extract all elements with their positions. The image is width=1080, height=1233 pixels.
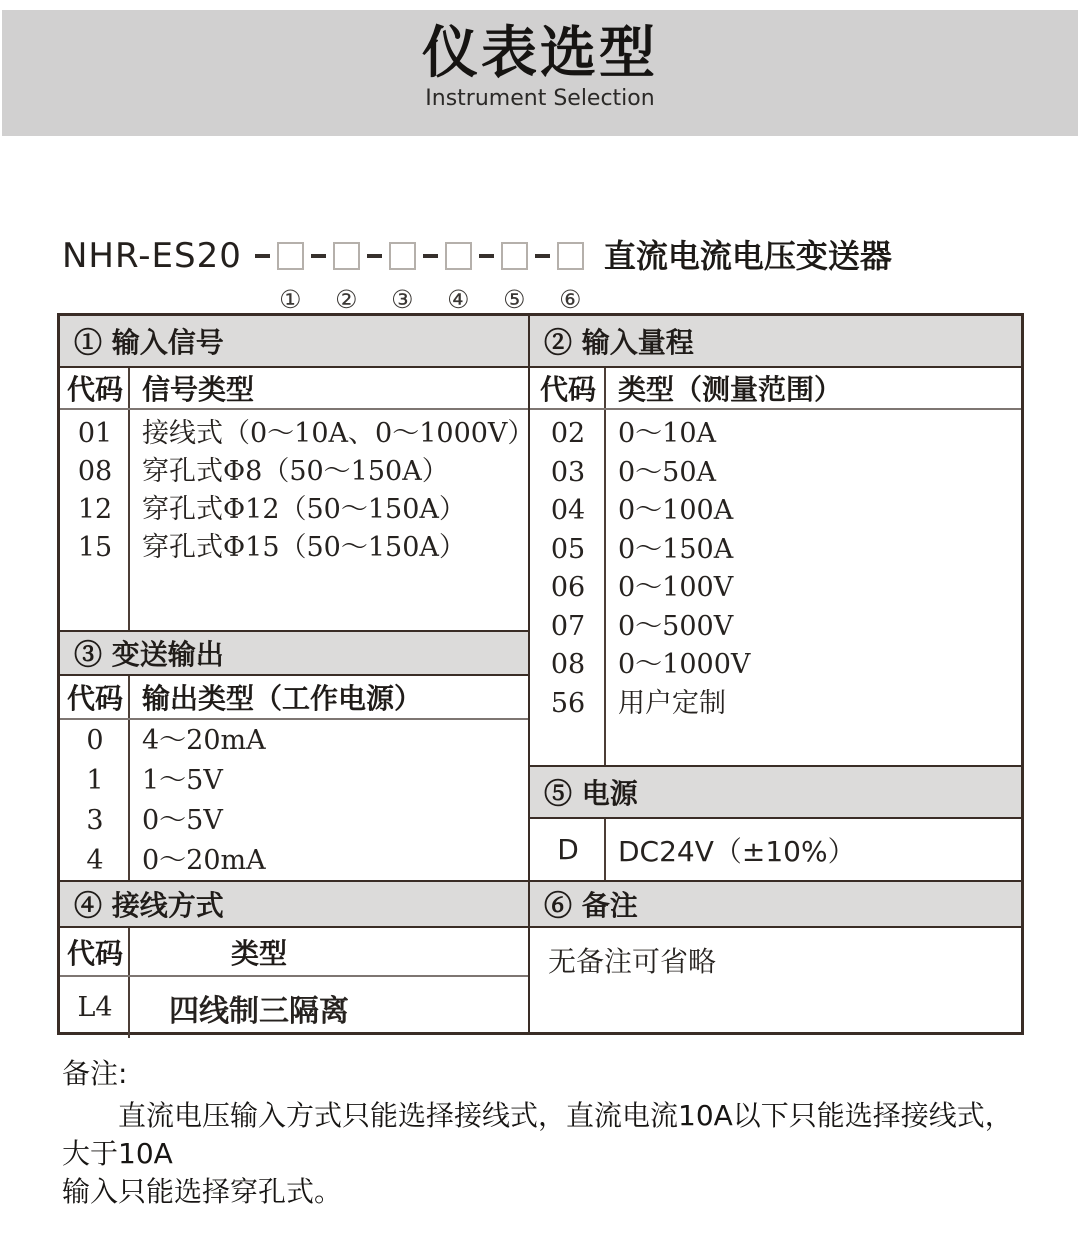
footnote-text-line: 输入只能选择穿孔式。 — [62, 1175, 343, 1208]
table-row — [60, 491, 528, 529]
page-subtitle: Instrument Selection — [425, 86, 655, 111]
code-cell: 06 — [550, 572, 586, 603]
section-wiring-header — [60, 928, 528, 977]
table-row — [60, 453, 528, 491]
type-cell: 0～1000V — [618, 649, 751, 680]
code-header-cell: 代码 — [66, 373, 123, 406]
table-row — [60, 761, 528, 801]
type-header-cell: 输出类型（工作电源） — [142, 682, 423, 715]
type-cell: DC24V（±10%） — [618, 834, 856, 868]
code-cell: 56 — [550, 687, 586, 719]
section-power-title: ⑤ 电源 — [530, 765, 1021, 819]
code-cell: 03 — [550, 456, 586, 488]
model-digit-box — [445, 242, 472, 270]
table-right-column — [528, 316, 1021, 1032]
code-cell: 1 — [86, 765, 104, 796]
code-cell: D — [557, 833, 579, 866]
type-cell: 0～100A — [618, 495, 734, 526]
section-input-range-header — [530, 368, 1021, 410]
table-row — [530, 531, 1021, 570]
type-cell: 0～500V — [618, 610, 734, 642]
section-input-range-body — [530, 410, 1021, 765]
table-row — [60, 841, 528, 881]
table-row — [60, 529, 528, 567]
model-position-number: ⑤ — [503, 285, 526, 314]
section-remark-title: ⑥ 备注 — [530, 880, 1021, 928]
model-digit-box — [501, 242, 528, 270]
section-power-body — [530, 819, 1021, 880]
model-position-1 — [248, 234, 304, 312]
type-cell: 穿孔式Φ15（50～150A） — [142, 532, 466, 563]
code-cell: 3 — [86, 805, 104, 836]
table-row — [530, 454, 1021, 493]
dash-icon — [311, 254, 326, 258]
page-header — [2, 10, 1078, 136]
table-row — [530, 415, 1021, 454]
table-row — [60, 415, 535, 453]
dash-icon — [367, 254, 382, 258]
type-cell: 穿孔式Φ8（50～150A） — [142, 456, 449, 487]
code-cell: 0 — [86, 725, 104, 756]
table-row — [530, 685, 1021, 724]
type-cell: 穿孔式Φ12（50～150A） — [142, 494, 466, 525]
table-left-column — [60, 316, 535, 1032]
model-position-number: ④ — [447, 285, 470, 314]
code-cell: 01 — [77, 418, 113, 449]
code-cell: 08 — [550, 649, 586, 680]
code-cell: 05 — [550, 533, 586, 565]
selection-table — [57, 313, 1024, 1035]
model-position-5 — [472, 234, 528, 312]
type-header-cell: 信号类型 — [142, 373, 255, 406]
type-cell: 0～50A — [618, 456, 717, 488]
dash-icon — [479, 254, 494, 258]
dash-icon — [423, 254, 438, 258]
model-position-number: ① — [279, 285, 302, 314]
dash-icon — [255, 254, 270, 258]
model-position-number: ② — [335, 285, 358, 314]
dash-icon — [535, 254, 550, 258]
footnote-label: 备注: — [62, 1057, 128, 1090]
code-cell: L4 — [77, 992, 113, 1023]
page-title: 仪表选型 — [422, 21, 658, 86]
section-remark-body — [530, 928, 1021, 1038]
code-cell: 15 — [77, 532, 113, 563]
code-cell: 4 — [86, 845, 104, 876]
table-row — [60, 801, 528, 841]
code-header-cell: 代码 — [539, 373, 596, 406]
type-cell: 四线制三隔离 — [169, 993, 349, 1029]
table-row — [60, 721, 528, 761]
section-wiring-body — [60, 977, 528, 1038]
code-cell: 12 — [77, 494, 113, 525]
type-cell: 用户定制 — [618, 687, 726, 719]
section-input-signal-body — [60, 410, 535, 630]
model-digit-box — [333, 242, 360, 270]
type-cell: 0～10A — [618, 418, 717, 449]
section-output-header — [60, 676, 528, 720]
table-row — [530, 646, 1021, 685]
model-product-label: 直流电流电压变送器 — [603, 237, 892, 275]
code-cell: 02 — [550, 418, 586, 449]
model-position-6 — [528, 234, 584, 312]
model-digit-box — [389, 242, 416, 270]
type-cell: 0～20mA — [142, 845, 266, 876]
code-header-cell: 代码 — [66, 682, 123, 715]
model-code-line — [62, 234, 892, 312]
code-cell: 08 — [77, 456, 113, 487]
table-row — [530, 569, 1021, 608]
type-header-cell: 类型（测量范围） — [618, 373, 843, 406]
type-cell: 0～5V — [142, 805, 223, 836]
model-position-3 — [360, 234, 416, 312]
table-row — [530, 492, 1021, 531]
code-cell: 07 — [550, 610, 586, 642]
model-position-number: ⑥ — [559, 285, 582, 314]
type-cell: 0～100V — [618, 572, 734, 603]
model-position-2 — [304, 234, 360, 312]
model-position-number: ③ — [391, 285, 414, 314]
type-cell: 接线式（0～10A、0～1000V） — [142, 418, 535, 449]
section-wiring-title: ④ 接线方式 — [60, 880, 528, 928]
code-header-cell: 代码 — [66, 936, 123, 970]
section-output-body — [60, 720, 528, 880]
type-header-cell: 类型 — [230, 936, 287, 970]
remark-note: 无备注可省略 — [548, 945, 717, 978]
section-input-signal-title: ① 输入信号 — [60, 316, 528, 368]
model-prefix: NHR-ES20 — [62, 236, 242, 276]
section-input-range-title: ② 输入量程 — [530, 316, 1021, 368]
footnote-text-line: 直流电压输入方式只能选择接线式，直流电流10A以下只能选择接线式，大于10A — [62, 1099, 1013, 1170]
type-cell: 0～150A — [618, 533, 734, 565]
model-digit-box — [557, 242, 584, 270]
footnote — [62, 1055, 1022, 1211]
type-cell: 1～5V — [142, 765, 223, 796]
type-cell: 4～20mA — [142, 725, 266, 756]
table-row — [530, 608, 1021, 647]
code-cell: 04 — [550, 495, 586, 526]
model-position-4 — [416, 234, 472, 312]
model-digit-box — [277, 242, 304, 270]
section-input-signal-header — [60, 368, 528, 410]
section-output-title: ③ 变送输出 — [60, 630, 528, 676]
